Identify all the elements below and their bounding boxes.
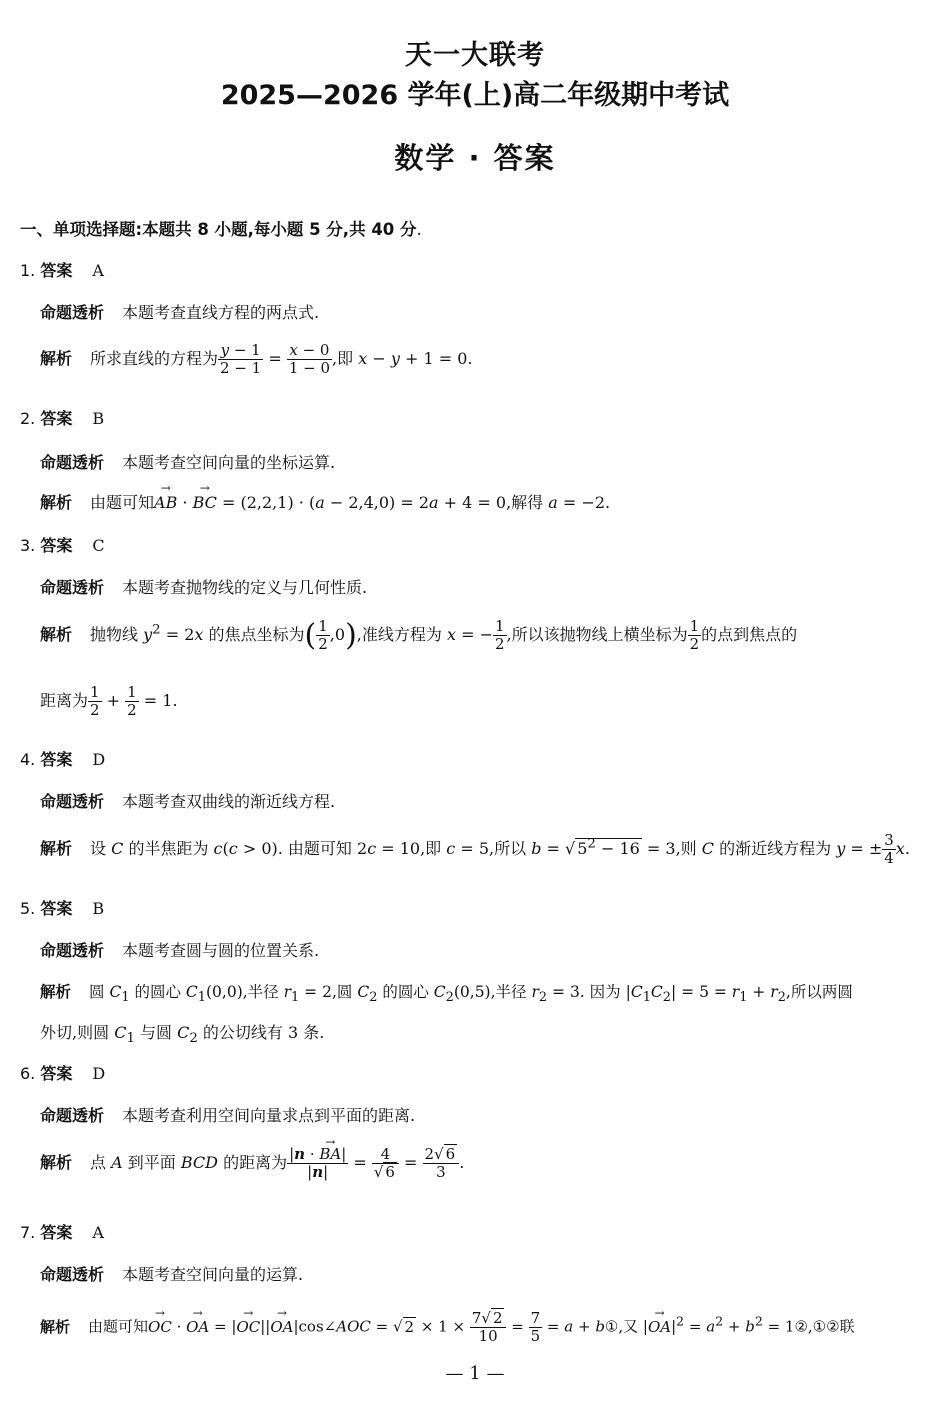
question-3-solution-cont: 距离为 $\frac{1}{2}$ + $\frac{1}{2}$ = 1. [40, 683, 178, 719]
question-3-answer: 3. 答案 C [20, 536, 105, 555]
question-2-answer: 2. 答案 B [20, 409, 105, 428]
question-7-solution: 解析 由题可知→ OC · → OA = |→ OC||→ OA|cos∠AOC = √ 2 × 1 × $\frac{7√ 2}{10}$ = $\frac{7}{5}$ = a + b①,又 |→ $OA|^2 = a^2 + b^2$ = 1②,①②联 [40, 1310, 855, 1345]
exam-title: 2025—2026 学年(上)高二年级期中考试 [220, 80, 730, 111]
question-4-answer: 4. 答案 D [20, 750, 106, 769]
org-title: 天一大联考 [405, 40, 545, 71]
question-3-solution: 解析 抛物线 $y^2 = 2x$ 的焦点坐标为( $\frac{1}{2}$ ,0),准线方程为 x = − $\frac{1}{2}$ ,所以该抛物线上横坐标为 $\frac{1}{2}$ 的点到焦点的 [40, 617, 798, 653]
question-6-intent: 命题透析 本题考查利用空间向量求点到平面的距离. [40, 1106, 416, 1125]
question-3-intent: 命题透析 本题考查抛物线的定义与几何性质. [40, 578, 368, 597]
question-5-intent: 命题透析 本题考查圆与圆的位置关系. [40, 941, 320, 960]
question-1-solution: 解析 所求直线的方程为 $\frac{y - 1}{2 - 1}$ = $\frac{x - 0}{1 - 0}$ ,即 x − y + 1 = 0. [40, 341, 473, 377]
subject-title: 数学 · 答案 [394, 141, 556, 175]
question-5-answer: 5. 答案 B [20, 899, 105, 918]
question-1-intent: 命题透析 本题考查直线方程的两点式. [40, 303, 320, 322]
question-1-answer: 1. 答案 A [20, 261, 104, 280]
question-2-intent: 命题透析 本题考查空间向量的坐标运算. [40, 453, 336, 472]
question-7-intent: 命题透析 本题考查空间向量的运算. [40, 1265, 304, 1284]
title-block [0, 0, 950, 178]
question-7-answer: 7. 答案 A [20, 1223, 104, 1242]
question-4-intent: 命题透析 本题考查双曲线的渐近线方程. [40, 792, 336, 811]
question-2-solution: 解析 由题可知→ AB · → BC = (2,2,1) · (a − 2,4,0) = 2a + 4 = 0,解得 a = −2. [40, 490, 610, 513]
question-6-solution: 解析 点 A 到平面 BCD 的距离为 $\frac{|n \cdot \to BA|}{|n|}$ = $\frac{4}{√ 6}$ = $\frac{2√ 6}{3}$ . [40, 1146, 464, 1181]
page-number: — 1 — [445, 1363, 505, 1384]
question-5-solution-cont: 外切,则圆 $C_1$ 与圆 $C_2$ 的公切线有 3 条. [40, 1023, 325, 1047]
section-heading: 一、单项选择题:本题共 8 小题,每小题 5 分,共 40 分. [20, 220, 422, 239]
question-6-answer: 6. 答案 D [20, 1064, 106, 1083]
question-4-solution: 解析 设 C 的半焦距为 c(c > 0). 由题可知 2c = 10,即 c = 5,所以 b = √ $5^2 - 16 = 3$,则 C 的渐近线方程为 y = ± $\frac{3}{4}$ x. [40, 831, 910, 867]
question-5-solution: 解析 圆 $C_1$ 的圆心 $C_1(0,0)$,半径 $r_1 = 2$,圆 $C_2$ 的圆心 $C_2(0,5)$,半径 $r_2 = 3$. 因为 $|C_1C_2| = 5 = r_1 + r_2$,所以两圆 [40, 983, 853, 1006]
